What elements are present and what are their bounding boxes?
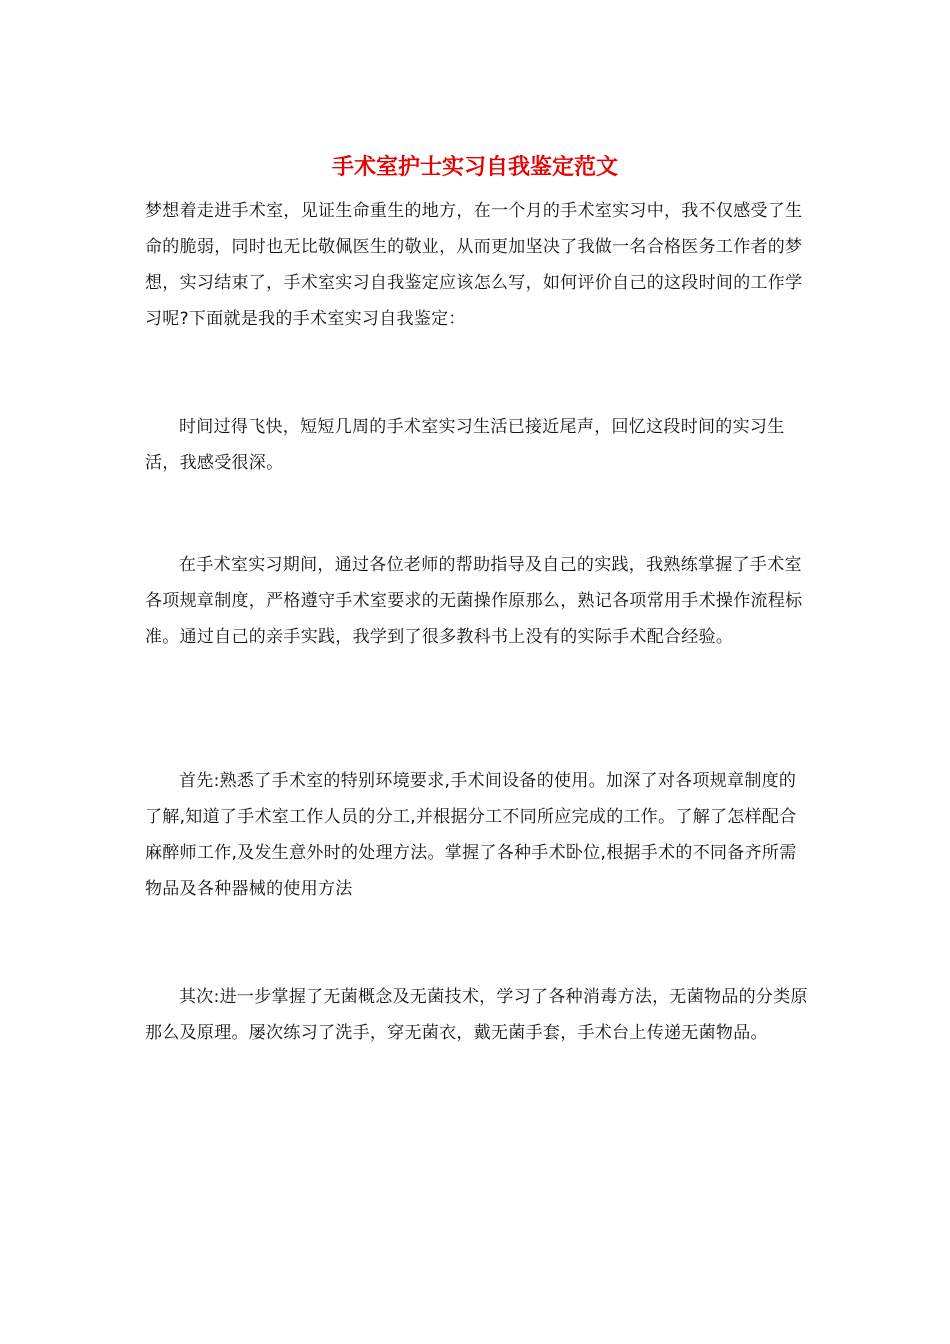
intro-paragraph: 梦想着走进手术室，见证生命重生的地方，在一个月的手术室实习中，我不仅感受了生命的脆弱，同时也无比敬佩医生的敬业，从而更加坚决了我做一名合格医务工作者的梦想，实习结束了，手术室实习自我鉴定应该怎么写，如何评价自己的这段时间的工作学习呢?下面就是我的手术室实习自我鉴定： [145, 201, 803, 329]
document-title: 手术室护士实习自我鉴定范文 [331, 155, 618, 180]
body-paragraph-first: 首先:熟悉了手术室的特别环境要求,手术间设备的使用。加深了对各项规章制度的了解,知道了手术室工作人员的分工,并根据分工不同所应完成的工作。了解了怎样配合麻醉师工作,及发生意外时的处理方法。掌握了各种手术卧位,根据手术的不同备齐所需物品及各种器械的使用方法 [145, 771, 797, 899]
body-paragraph-second: 其次:进一步掌握了无菌概念及无菌技术，学习了各种消毒方法，无菌物品的分类原那么及原理。屡次练习了洗手，穿无菌衣，戴无菌手套，手术台上传递无菌物品。 [145, 987, 808, 1043]
body-paragraph-time: 时间过得飞快，短短几周的手术室实习生活已接近尾声，回忆这段时间的实习生活，我感受很深。 [145, 417, 785, 473]
body-paragraph-practice: 在手术室实习期间，通过各位老师的帮助指导及自己的实践，我熟练掌握了手术室各项规章制度，严格遵守手术室要求的无菌操作原那么，熟记各项常用手术操作流程标准。通过自己的亲手实践，我学到了很多教科书上没有的实际手术配合经验。 [145, 555, 803, 647]
